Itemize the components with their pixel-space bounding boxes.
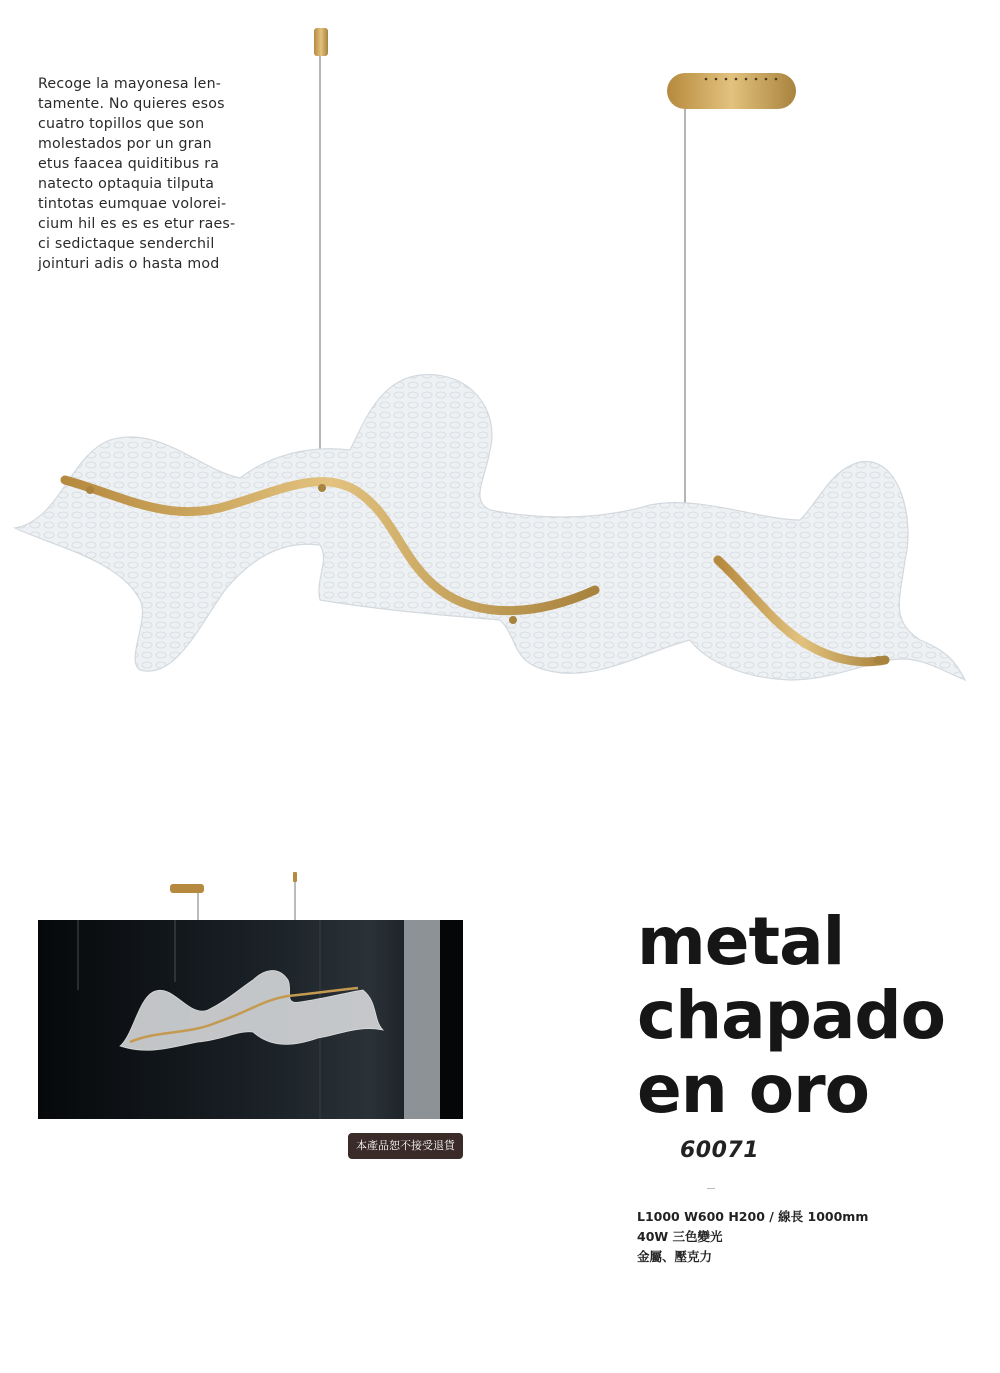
title-line: en oro [637,1051,869,1128]
product-title [637,905,945,1127]
intro-line: cuatro topillos que son [38,116,205,132]
spec-power: 40W 三色變光 [637,1229,723,1244]
intro-line: jointuri adis o hasta mod [38,256,220,272]
intro-line: etus faacea quiditibus ra [38,156,220,172]
photo-lamp-hardware [120,860,320,920]
intro-line: Recoge la mayonesa len- [38,76,222,92]
spec-dimensions: L1000 W600 H200 / 線長 1000mm [637,1209,869,1224]
intro-line: tintotas eumquae volorei- [38,196,227,212]
title-line: chapado [637,977,946,1054]
intro-line: natecto optaquia tilputa [38,176,215,192]
intro-line: molestados por un gran [38,136,212,152]
intro-line: ci sedictaque senderchil [38,236,215,252]
intro-line: cium hil es es es etur raes- [38,216,236,232]
interior-photo [38,920,463,1119]
spec-material: 金屬、壓克力 [637,1249,713,1264]
intro-line: tamente. No quieres esos [38,96,225,112]
no-return-notice: 本產品恕不接受退貨 [348,1133,463,1159]
divider [707,1188,715,1189]
canopy-left [314,28,328,56]
title-line: metal [637,903,845,980]
product-specs [637,1207,868,1267]
product-code: 60071 [680,1138,760,1163]
